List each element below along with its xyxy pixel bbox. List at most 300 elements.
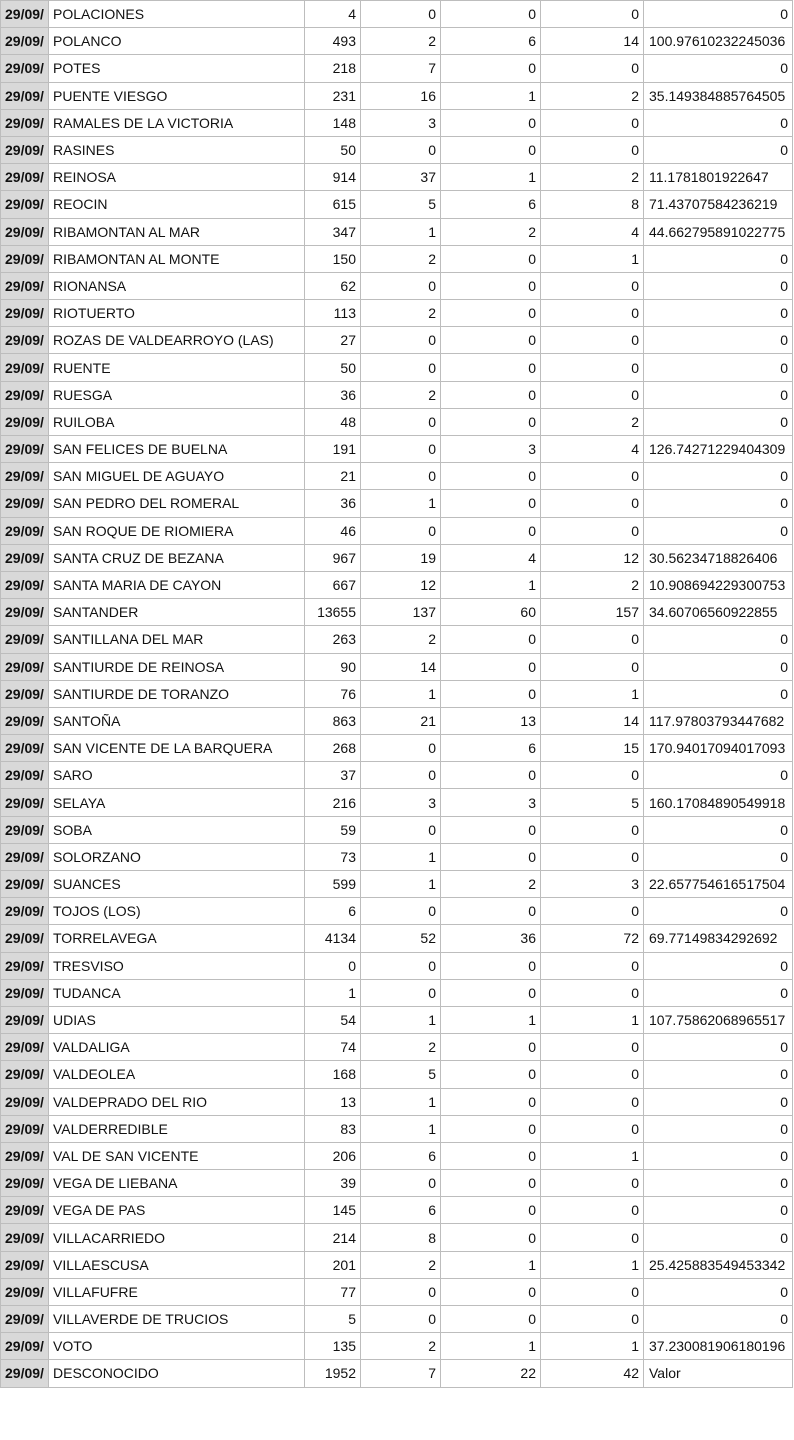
rate-cell[interactable]: 37.230081906180196 [644,1333,793,1360]
value-cell[interactable]: 150 [305,245,361,272]
municipality-cell[interactable]: SANTIURDE DE TORANZO [49,680,305,707]
value-cell[interactable]: 1 [541,680,644,707]
value-cell[interactable]: 76 [305,680,361,707]
value-cell[interactable]: 0 [441,490,541,517]
municipality-cell[interactable]: SAN PEDRO DEL ROMERAL [49,490,305,517]
value-cell[interactable]: 0 [441,1115,541,1142]
rate-cell[interactable]: 0 [644,1088,793,1115]
date-cell[interactable]: 29/09/ [1,707,49,734]
rate-cell[interactable]: 0 [644,1306,793,1333]
value-cell[interactable]: 0 [441,55,541,82]
rate-cell[interactable]: 69.77149834292692 [644,925,793,952]
rate-cell[interactable]: 0 [644,463,793,490]
date-cell[interactable]: 29/09/ [1,327,49,354]
value-cell[interactable]: 0 [541,979,644,1006]
value-cell[interactable]: 493 [305,28,361,55]
value-cell[interactable]: 6 [361,1197,441,1224]
municipality-cell[interactable]: SAN VICENTE DE LA BARQUERA [49,735,305,762]
value-cell[interactable]: 0 [441,1,541,28]
value-cell[interactable]: 0 [361,762,441,789]
value-cell[interactable]: 1 [441,1251,541,1278]
municipality-cell[interactable]: VILLACARRIEDO [49,1224,305,1251]
value-cell[interactable]: 6 [361,1142,441,1169]
value-cell[interactable]: 0 [441,381,541,408]
value-cell[interactable]: 113 [305,300,361,327]
value-cell[interactable]: 1 [541,245,644,272]
rate-cell[interactable]: 0 [644,272,793,299]
value-cell[interactable]: 77 [305,1278,361,1305]
date-cell[interactable]: 29/09/ [1,354,49,381]
date-cell[interactable]: 29/09/ [1,843,49,870]
value-cell[interactable]: 3 [441,789,541,816]
value-cell[interactable]: 1 [441,1006,541,1033]
value-cell[interactable]: 1 [361,218,441,245]
municipality-cell[interactable]: REINOSA [49,164,305,191]
rate-cell[interactable]: 0 [644,1142,793,1169]
value-cell[interactable]: 157 [541,599,644,626]
value-cell[interactable]: 8 [541,191,644,218]
value-cell[interactable]: 0 [541,1170,644,1197]
date-cell[interactable]: 29/09/ [1,1,49,28]
date-cell[interactable]: 29/09/ [1,1278,49,1305]
rate-cell[interactable]: 0 [644,490,793,517]
municipality-cell[interactable]: REOCIN [49,191,305,218]
date-cell[interactable]: 29/09/ [1,1333,49,1360]
value-cell[interactable]: 0 [441,354,541,381]
municipality-cell[interactable]: RIONANSA [49,272,305,299]
municipality-cell[interactable]: RIBAMONTAN AL MAR [49,218,305,245]
value-cell[interactable]: 0 [441,245,541,272]
value-cell[interactable]: 2 [541,164,644,191]
value-cell[interactable]: 5 [361,191,441,218]
value-cell[interactable]: 3 [541,871,644,898]
value-cell[interactable]: 36 [305,490,361,517]
value-cell[interactable]: 268 [305,735,361,762]
value-cell[interactable]: 0 [541,109,644,136]
date-cell[interactable]: 29/09/ [1,82,49,109]
value-cell[interactable]: 0 [541,1306,644,1333]
value-cell[interactable]: 13655 [305,599,361,626]
date-cell[interactable]: 29/09/ [1,300,49,327]
value-cell[interactable]: 22 [441,1360,541,1387]
rate-cell[interactable]: 126.74271229404309 [644,436,793,463]
value-cell[interactable]: 0 [541,1278,644,1305]
date-cell[interactable]: 29/09/ [1,517,49,544]
municipality-cell[interactable]: VEGA DE LIEBANA [49,1170,305,1197]
value-cell[interactable]: 3 [441,436,541,463]
value-cell[interactable]: 2 [541,571,644,598]
value-cell[interactable]: 145 [305,1197,361,1224]
value-cell[interactable]: 14 [541,28,644,55]
value-cell[interactable]: 36 [441,925,541,952]
municipality-cell[interactable]: VILLAFUFRE [49,1278,305,1305]
date-cell[interactable]: 29/09/ [1,898,49,925]
rate-cell[interactable]: 34.60706560922855 [644,599,793,626]
rate-cell[interactable]: 44.662795891022775 [644,218,793,245]
value-cell[interactable]: 83 [305,1115,361,1142]
value-cell[interactable]: 7 [361,1360,441,1387]
date-cell[interactable]: 29/09/ [1,381,49,408]
rate-cell[interactable]: 30.56234718826406 [644,544,793,571]
value-cell[interactable]: 0 [361,898,441,925]
municipality-cell[interactable]: SANTIURDE DE REINOSA [49,653,305,680]
value-cell[interactable]: 8 [361,1224,441,1251]
value-cell[interactable]: 5 [361,1061,441,1088]
municipality-cell[interactable]: SANTA CRUZ DE BEZANA [49,544,305,571]
value-cell[interactable]: 12 [361,571,441,598]
date-cell[interactable]: 29/09/ [1,653,49,680]
value-cell[interactable]: 0 [541,55,644,82]
value-cell[interactable]: 1 [361,1088,441,1115]
date-cell[interactable]: 29/09/ [1,436,49,463]
value-cell[interactable]: 0 [441,680,541,707]
date-cell[interactable]: 29/09/ [1,544,49,571]
value-cell[interactable]: 90 [305,653,361,680]
value-cell[interactable]: 1 [361,1006,441,1033]
value-cell[interactable]: 0 [441,1224,541,1251]
value-cell[interactable]: 60 [441,599,541,626]
municipality-cell[interactable]: VALDEPRADO DEL RIO [49,1088,305,1115]
municipality-cell[interactable]: PUENTE VIESGO [49,82,305,109]
rate-cell[interactable]: 25.425883549453342 [644,1251,793,1278]
value-cell[interactable]: 201 [305,1251,361,1278]
rate-cell[interactable]: 0 [644,1,793,28]
value-cell[interactable]: 3 [361,789,441,816]
value-cell[interactable]: 74 [305,1034,361,1061]
value-cell[interactable]: 0 [441,463,541,490]
value-cell[interactable]: 1 [361,680,441,707]
rate-cell[interactable]: 0 [644,653,793,680]
value-cell[interactable]: 1 [361,490,441,517]
date-cell[interactable]: 29/09/ [1,1006,49,1033]
rate-cell[interactable]: 11.1781801922647 [644,164,793,191]
municipality-cell[interactable]: DESCONOCIDO [49,1360,305,1387]
value-cell[interactable]: 0 [441,300,541,327]
value-cell[interactable]: 54 [305,1006,361,1033]
value-cell[interactable]: 0 [441,762,541,789]
municipality-cell[interactable]: SELAYA [49,789,305,816]
date-cell[interactable]: 29/09/ [1,762,49,789]
value-cell[interactable]: 0 [361,735,441,762]
date-cell[interactable]: 29/09/ [1,245,49,272]
date-cell[interactable]: 29/09/ [1,816,49,843]
municipality-cell[interactable]: RUILOBA [49,408,305,435]
value-cell[interactable]: 5 [541,789,644,816]
value-cell[interactable]: 0 [441,843,541,870]
date-cell[interactable]: 29/09/ [1,735,49,762]
date-cell[interactable]: 29/09/ [1,1142,49,1169]
municipality-cell[interactable]: RAMALES DE LA VICTORIA [49,109,305,136]
value-cell[interactable]: 0 [361,436,441,463]
date-cell[interactable]: 29/09/ [1,1088,49,1115]
municipality-cell[interactable]: POTES [49,55,305,82]
value-cell[interactable]: 48 [305,408,361,435]
rate-cell[interactable]: 0 [644,354,793,381]
municipality-cell[interactable]: SAN FELICES DE BUELNA [49,436,305,463]
value-cell[interactable]: 1 [441,164,541,191]
value-cell[interactable]: 0 [441,109,541,136]
rate-cell[interactable]: 0 [644,1197,793,1224]
value-cell[interactable]: 0 [541,490,644,517]
value-cell[interactable]: 0 [361,1278,441,1305]
value-cell[interactable]: 0 [541,843,644,870]
value-cell[interactable]: 1 [541,1333,644,1360]
rate-cell[interactable]: 0 [644,327,793,354]
rate-cell[interactable]: 0 [644,1034,793,1061]
value-cell[interactable]: 2 [541,82,644,109]
rate-cell[interactable]: 0 [644,898,793,925]
rate-cell[interactable]: 0 [644,762,793,789]
value-cell[interactable]: 0 [361,952,441,979]
value-cell[interactable]: 967 [305,544,361,571]
value-cell[interactable]: 0 [541,816,644,843]
municipality-cell[interactable]: SANTILLANA DEL MAR [49,626,305,653]
date-cell[interactable]: 29/09/ [1,1360,49,1387]
value-cell[interactable]: 0 [541,898,644,925]
value-cell[interactable]: 0 [361,816,441,843]
date-cell[interactable]: 29/09/ [1,272,49,299]
value-cell[interactable]: 21 [305,463,361,490]
value-cell[interactable]: 0 [541,272,644,299]
value-cell[interactable]: 0 [361,1170,441,1197]
rate-cell[interactable]: 0 [644,626,793,653]
municipality-cell[interactable]: TORRELAVEGA [49,925,305,952]
value-cell[interactable]: 0 [441,1278,541,1305]
value-cell[interactable]: 2 [541,408,644,435]
value-cell[interactable]: 27 [305,327,361,354]
value-cell[interactable]: 2 [361,381,441,408]
rate-cell[interactable]: 71.43707584236219 [644,191,793,218]
value-cell[interactable]: 0 [541,1,644,28]
value-cell[interactable]: 50 [305,354,361,381]
date-cell[interactable]: 29/09/ [1,1061,49,1088]
municipality-cell[interactable]: SANTA MARIA DE CAYON [49,571,305,598]
date-cell[interactable]: 29/09/ [1,571,49,598]
rate-cell[interactable]: 0 [644,109,793,136]
rate-cell[interactable]: 10.908694229300753 [644,571,793,598]
date-cell[interactable]: 29/09/ [1,626,49,653]
rate-cell[interactable]: 160.17084890549918 [644,789,793,816]
value-cell[interactable]: 0 [361,1306,441,1333]
value-cell[interactable]: 347 [305,218,361,245]
value-cell[interactable]: 15 [541,735,644,762]
rate-cell[interactable]: 100.97610232245036 [644,28,793,55]
value-cell[interactable]: 0 [361,1,441,28]
value-cell[interactable]: 13 [305,1088,361,1115]
rate-cell[interactable]: 0 [644,1061,793,1088]
value-cell[interactable]: 0 [541,1088,644,1115]
value-cell[interactable]: 0 [541,1115,644,1142]
municipality-cell[interactable]: RUENTE [49,354,305,381]
value-cell[interactable]: 0 [541,952,644,979]
value-cell[interactable]: 2 [361,1333,441,1360]
rate-cell[interactable]: 0 [644,680,793,707]
value-cell[interactable]: 216 [305,789,361,816]
value-cell[interactable]: 7 [361,55,441,82]
date-cell[interactable]: 29/09/ [1,1115,49,1142]
value-cell[interactable]: 0 [361,354,441,381]
value-cell[interactable]: 6 [441,735,541,762]
rate-cell[interactable]: 107.75862068965517 [644,1006,793,1033]
value-cell[interactable]: 16 [361,82,441,109]
value-cell[interactable]: 2 [441,871,541,898]
rate-cell[interactable]: 0 [644,1115,793,1142]
value-cell[interactable]: 0 [541,327,644,354]
rate-cell[interactable]: 0 [644,517,793,544]
value-cell[interactable]: 1 [441,1333,541,1360]
value-cell[interactable]: 135 [305,1333,361,1360]
value-cell[interactable]: 914 [305,164,361,191]
value-cell[interactable]: 42 [541,1360,644,1387]
value-cell[interactable]: 3 [361,109,441,136]
value-cell[interactable]: 0 [361,979,441,1006]
value-cell[interactable]: 0 [541,463,644,490]
value-cell[interactable]: 0 [541,300,644,327]
value-cell[interactable]: 667 [305,571,361,598]
value-cell[interactable]: 0 [441,1170,541,1197]
value-cell[interactable]: 6 [441,191,541,218]
municipality-cell[interactable]: TRESVISO [49,952,305,979]
value-cell[interactable]: 0 [361,136,441,163]
value-cell[interactable]: 148 [305,109,361,136]
date-cell[interactable]: 29/09/ [1,218,49,245]
value-cell[interactable]: 1 [441,82,541,109]
municipality-cell[interactable]: POLACIONES [49,1,305,28]
value-cell[interactable]: 1 [361,1115,441,1142]
value-cell[interactable]: 2 [361,1034,441,1061]
value-cell[interactable]: 0 [541,136,644,163]
municipality-cell[interactable]: ROZAS DE VALDEARROYO (LAS) [49,327,305,354]
municipality-cell[interactable]: VALDEOLEA [49,1061,305,1088]
value-cell[interactable]: 72 [541,925,644,952]
value-cell[interactable]: 0 [441,1088,541,1115]
date-cell[interactable]: 29/09/ [1,1197,49,1224]
value-cell[interactable]: 1952 [305,1360,361,1387]
value-cell[interactable]: 52 [361,925,441,952]
value-cell[interactable]: 2 [361,245,441,272]
value-cell[interactable]: 0 [361,272,441,299]
value-cell[interactable]: 0 [441,626,541,653]
value-cell[interactable]: 191 [305,436,361,463]
value-cell[interactable]: 2 [441,218,541,245]
value-cell[interactable]: 0 [361,408,441,435]
value-cell[interactable]: 0 [441,1306,541,1333]
value-cell[interactable]: 0 [361,517,441,544]
value-cell[interactable]: 37 [305,762,361,789]
value-cell[interactable]: 12 [541,544,644,571]
value-cell[interactable]: 19 [361,544,441,571]
date-cell[interactable]: 29/09/ [1,599,49,626]
value-cell[interactable]: 4 [305,1,361,28]
value-cell[interactable]: 0 [441,517,541,544]
municipality-cell[interactable]: TUDANCA [49,979,305,1006]
date-cell[interactable]: 29/09/ [1,1306,49,1333]
value-cell[interactable]: 4 [541,218,644,245]
value-cell[interactable]: 21 [361,707,441,734]
value-cell[interactable]: 0 [541,1034,644,1061]
date-cell[interactable]: 29/09/ [1,925,49,952]
value-cell[interactable]: 36 [305,381,361,408]
value-cell[interactable]: 0 [541,1197,644,1224]
value-cell[interactable]: 1 [541,1251,644,1278]
municipality-cell[interactable]: VILLAVERDE DE TRUCIOS [49,1306,305,1333]
value-cell[interactable]: 0 [305,952,361,979]
value-cell[interactable]: 0 [441,1061,541,1088]
date-cell[interactable]: 29/09/ [1,789,49,816]
value-cell[interactable]: 4 [541,436,644,463]
value-cell[interactable]: 4134 [305,925,361,952]
value-cell[interactable]: 6 [441,28,541,55]
value-cell[interactable]: 1 [541,1006,644,1033]
date-cell[interactable]: 29/09/ [1,408,49,435]
municipality-cell[interactable]: VAL DE SAN VICENTE [49,1142,305,1169]
value-cell[interactable]: 218 [305,55,361,82]
municipality-cell[interactable]: SAN ROQUE DE RIOMIERA [49,517,305,544]
value-cell[interactable]: 168 [305,1061,361,1088]
municipality-cell[interactable]: SAN MIGUEL DE AGUAYO [49,463,305,490]
date-cell[interactable]: 29/09/ [1,136,49,163]
rate-cell[interactable]: 22.657754616517504 [644,871,793,898]
value-cell[interactable]: 0 [541,354,644,381]
date-cell[interactable]: 29/09/ [1,164,49,191]
value-cell[interactable]: 14 [541,707,644,734]
municipality-cell[interactable]: RIBAMONTAN AL MONTE [49,245,305,272]
date-cell[interactable]: 29/09/ [1,680,49,707]
date-cell[interactable]: 29/09/ [1,490,49,517]
value-cell[interactable]: 73 [305,843,361,870]
municipality-cell[interactable]: SUANCES [49,871,305,898]
value-cell[interactable]: 0 [441,816,541,843]
value-cell[interactable]: 0 [441,952,541,979]
value-cell[interactable]: 0 [541,626,644,653]
date-cell[interactable]: 29/09/ [1,979,49,1006]
rate-cell[interactable]: 0 [644,136,793,163]
value-cell[interactable]: 2 [361,300,441,327]
rate-cell[interactable]: Valor [644,1360,793,1387]
value-cell[interactable]: 2 [361,1251,441,1278]
value-cell[interactable]: 2 [361,626,441,653]
value-cell[interactable]: 0 [441,1197,541,1224]
value-cell[interactable]: 0 [541,517,644,544]
date-cell[interactable]: 29/09/ [1,109,49,136]
municipality-cell[interactable]: VALDERREDIBLE [49,1115,305,1142]
rate-cell[interactable]: 0 [644,952,793,979]
value-cell[interactable]: 0 [441,653,541,680]
value-cell[interactable]: 62 [305,272,361,299]
value-cell[interactable]: 0 [441,979,541,1006]
value-cell[interactable]: 206 [305,1142,361,1169]
value-cell[interactable]: 0 [361,327,441,354]
value-cell[interactable]: 231 [305,82,361,109]
date-cell[interactable]: 29/09/ [1,55,49,82]
value-cell[interactable]: 39 [305,1170,361,1197]
date-cell[interactable]: 29/09/ [1,871,49,898]
value-cell[interactable]: 1 [541,1142,644,1169]
value-cell[interactable]: 14 [361,653,441,680]
municipality-cell[interactable]: TOJOS (LOS) [49,898,305,925]
rate-cell[interactable]: 0 [644,408,793,435]
municipality-cell[interactable]: UDIAS [49,1006,305,1033]
municipality-cell[interactable]: VOTO [49,1333,305,1360]
value-cell[interactable]: 0 [441,136,541,163]
municipality-cell[interactable]: SARO [49,762,305,789]
municipality-cell[interactable]: POLANCO [49,28,305,55]
rate-cell[interactable]: 117.97803793447682 [644,707,793,734]
municipality-cell[interactable]: RASINES [49,136,305,163]
date-cell[interactable]: 29/09/ [1,1034,49,1061]
rate-cell[interactable]: 35.149384885764505 [644,82,793,109]
municipality-cell[interactable]: RUESGA [49,381,305,408]
